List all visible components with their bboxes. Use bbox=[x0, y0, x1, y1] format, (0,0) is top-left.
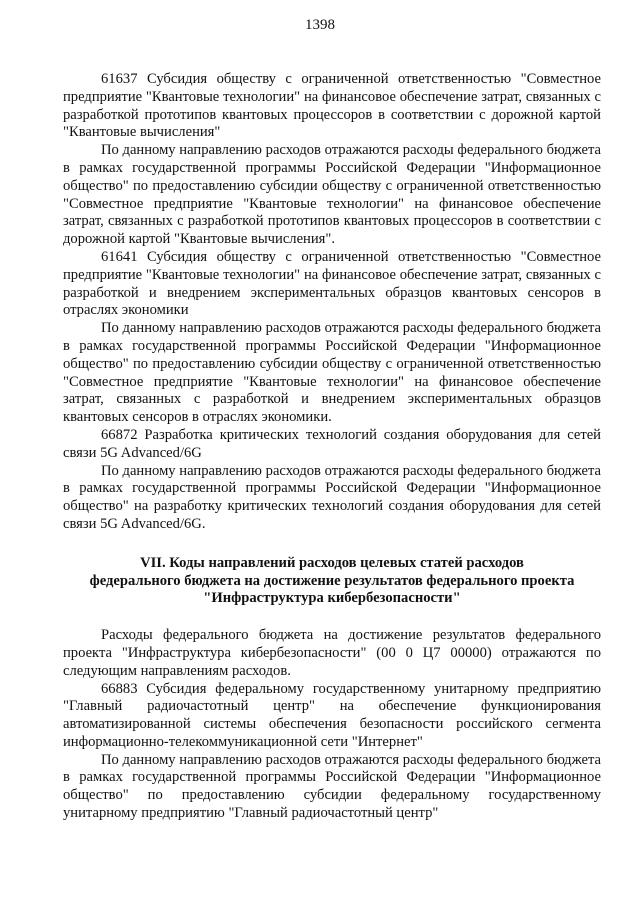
page-number: 1398 bbox=[305, 17, 335, 33]
section-heading-line-2: федерального бюджета на достижение результатов федерального проекта bbox=[89, 572, 575, 589]
paragraph-section-intro: Расходы федерального бюджета на достижение результатов федерального проекта "Инфраструктура кибербезопасности" (00 0 Ц7 00000) отражаются по следующим направлениям расходов. bbox=[63, 627, 601, 679]
section-heading bbox=[63, 555, 601, 608]
section-heading-line-3: "Инфраструктура кибербезопасности" bbox=[203, 590, 461, 607]
paragraph-61637-description: По данному направлению расходов отражаются расходы федерального бюджета в рамках государственной программы Российской Федерации "Информационное общество" по предоставлению субсидии обществу с ограниченной ответственностью "Совместное предприятие "Квантовые технологии" на финансовое обеспечение затрат, связанных с разработкой прототипов квантовых процессоров в соответствии с дорожной картой "Квантовые вычисления". bbox=[63, 142, 601, 248]
paragraph-66883-title: 66883 Субсидия федеральному государственному унитарному предприятию "Главный радиочастотный центр" на обеспечение функционирования автоматизированной системы обеспечения безопасности российского сегмента информационно-телекоммуникационной сети "Интернет" bbox=[63, 680, 601, 750]
paragraph-61641-description: По данному направлению расходов отражаются расходы федерального бюджета в рамках государственной программы Российской Федерации "Информационное общество" по предоставлению субсидии обществу с ограниченной ответственностью "Совместное предприятие "Квантовые технологии" на финансовое обеспечение затрат, связанных с разработкой и внедрением экспериментальных образцов квантовых сенсоров в отраслях экономики. bbox=[63, 320, 601, 426]
section-heading-line-1: VII. Коды направлений расходов целевых статей расходов bbox=[140, 554, 524, 571]
paragraph-66883-description: По данному направлению расходов отражаются расходы федерального бюджета в рамках государственной программы Российской Федерации "Информационное общество" по предоставлению субсидии федеральному государственному унитарному предприятию "Главный радиочастотный центр" bbox=[63, 751, 601, 822]
paragraph-66872-title: 66872 Разработка критических технологий создания оборудования для сетей связи 5G Advanced/6G bbox=[63, 426, 601, 461]
paragraph-61637-title: 61637 Субсидия обществу с ограниченной ответственностью "Совместное предприятие "Квантовые технологии" на финансовое обеспечение затрат, связанных с разработкой прототипов квантовых процессоров в соответствии с дорожной картой "Квантовые вычисления" bbox=[63, 71, 601, 141]
paragraph-66872-description: По данному направлению расходов отражаются расходы федерального бюджета в рамках государственной программы Российской Федерации "Информационное общество" на разработку критических технологий создания оборудования для сетей связи 5G Advanced/6G. bbox=[63, 462, 601, 532]
document-body bbox=[63, 71, 601, 823]
paragraph-61641-title: 61641 Субсидия обществу с ограниченной ответственностью "Совместное предприятие "Квантовые технологии" на финансовое обеспечение затрат, связанных с разработкой и внедрением экспериментальных образцов квантовых сенсоров в отраслях экономики bbox=[63, 248, 601, 319]
